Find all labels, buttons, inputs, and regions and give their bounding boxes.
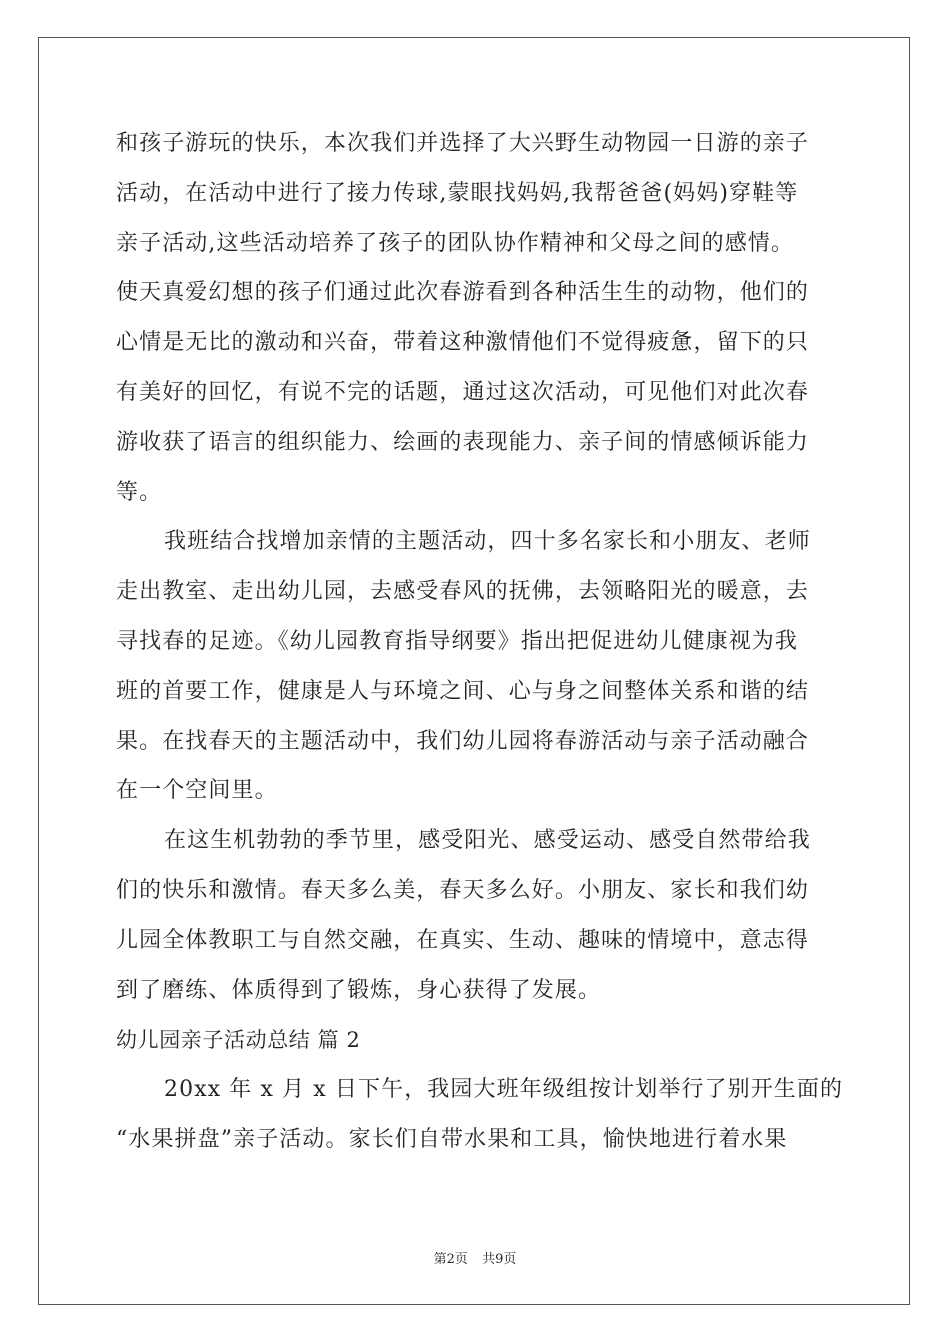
text-line: 寻找春的足迹。《幼儿园教育指导纲要》指出把促进幼儿健康视为我 — [116, 628, 799, 654]
text-line: 们的快乐和激情。春天多么美，春天多么好。小朋友、家长和我们幼 — [116, 877, 810, 903]
text-line: 班的首要工作，健康是人与环境之间、心与身之间整体关系和谐的结 — [116, 678, 810, 704]
paragraph-start-line: 在这生机勃勃的季节里，感受阳光、感受运动、感受自然带给我 — [164, 828, 811, 854]
text-line: 果。在找春天的主题活动中，我们幼儿园将春游活动与亲子活动融合 — [116, 728, 810, 754]
document-body — [116, 130, 844, 1176]
text-line: 到了磨练、体质得到了锻炼，身心获得了发展。 — [116, 977, 602, 1003]
text-line: 在一个空间里。 — [116, 778, 278, 804]
text-line: “水果拼盘”亲子活动。家长们自带水果和工具，愉快地进行着水果 — [116, 1126, 788, 1152]
text-line: 有美好的回忆，有说不完的话题，通过这次活动，可见他们对此次春 — [116, 379, 810, 405]
paragraph-start-line: 20xx 年 x 月 x 日下午，我园大班年级组按计划举行了别开生面的 — [164, 1077, 844, 1103]
page-footer — [0, 1248, 950, 1267]
text-line: 走出教室、走出幼儿园，去感受春风的抚佛，去领略阳光的暖意，去 — [116, 579, 810, 605]
text-line: 游收获了语言的组织能力、绘画的表现能力、亲子间的情感倾诉能力 — [116, 429, 810, 455]
text-line: 儿园全体教职工与自然交融，在真实、生动、趣味的情境中，意志得 — [116, 927, 810, 953]
text-line: 等。 — [116, 479, 163, 505]
page-number: 第2页 — [433, 1252, 468, 1267]
text-line: 心情是无比的激动和兴奋，带着这种激情他们不觉得疲惫，留下的只 — [116, 330, 810, 356]
text-line: 活动，在活动中进行了接力传球,蒙眼找妈妈,我帮爸爸(妈妈)穿鞋等 — [116, 180, 799, 206]
text-line: 使天真爱幻想的孩子们通过此次春游看到各种活生生的动物，他们的 — [116, 280, 810, 306]
section-heading: 幼儿园亲子活动总结 篇 2 — [116, 1028, 361, 1053]
page-total: 共9页 — [482, 1252, 517, 1267]
text-line: 和孩子游玩的快乐，本次我们并选择了大兴野生动物园一日游的亲子 — [116, 131, 810, 156]
text-line: 亲子活动,这些活动培养了孩子的团队协作精神和父母之间的感情。 — [116, 230, 794, 256]
paragraph-start-line: 我班结合找增加亲情的主题活动，四十多名家长和小朋友、老师 — [164, 529, 811, 555]
